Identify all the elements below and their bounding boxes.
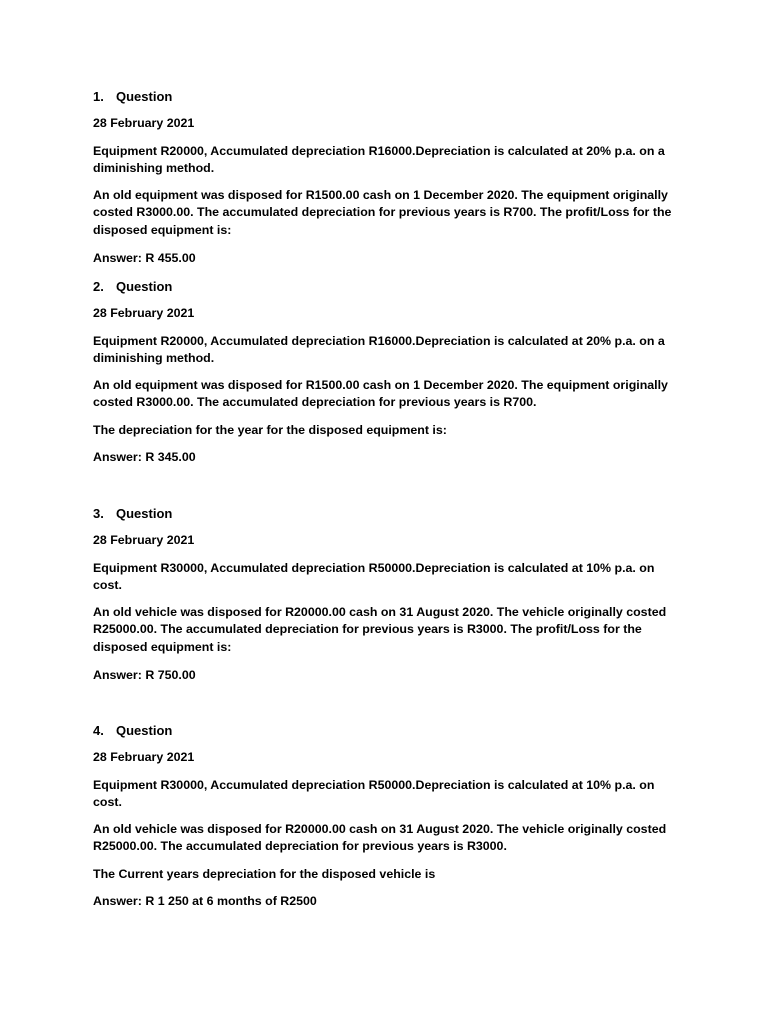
- question-answer: Answer: R 750.00: [93, 668, 196, 682]
- question-block-1: [93, 88, 673, 268]
- question-given: Equipment R20000, Accumulated depreciation R16000.Depreciation is calculated at 20% p.a. on a diminishing method.: [93, 333, 665, 365]
- question-heading: [93, 722, 673, 739]
- question-title: Question: [116, 279, 173, 294]
- question-date: 28 February 2021: [93, 116, 195, 130]
- question-ask: The depreciation for the year for the disposed equipment is:: [93, 422, 447, 437]
- question-given: Equipment R30000, Accumulated depreciation R50000.Depreciation is calculated at 10% p.a. on cost.: [93, 560, 655, 592]
- question-block-4: [93, 722, 673, 911]
- question-answer: Answer: R 1 250 at 6 months of R2500: [93, 894, 317, 908]
- question-title: Question: [116, 506, 173, 521]
- question-date: 28 February 2021: [93, 750, 195, 764]
- question-block-3: [93, 505, 673, 685]
- question-block-2: [93, 278, 673, 467]
- question-scenario: An old equipment was disposed for R1500.00 cash on 1 December 2020. The equipment originally costed R3000.00. The accumulated depreciation for previous years is R700.: [93, 377, 668, 409]
- question-heading: [93, 278, 673, 295]
- question-date: 28 February 2021: [93, 533, 195, 547]
- question-date: 28 February 2021: [93, 306, 195, 320]
- question-heading: [93, 505, 673, 522]
- question-given: Equipment R20000, Accumulated depreciation R16000.Depreciation is calculated at 20% p.a. on a diminishing method.: [93, 143, 665, 175]
- question-ask: The Current years depreciation for the disposed vehicle is: [93, 866, 436, 881]
- question-answer: Answer: R 345.00: [93, 450, 196, 464]
- question-scenario: An old vehicle was disposed for R20000.00 cash on 31 August 2020. The vehicle originally costed R25000.00. The accumulated depreciation for previous years is R3000. The profit/Loss for the disposed equipment is:: [93, 604, 667, 654]
- question-given: Equipment R30000, Accumulated depreciation R50000.Depreciation is calculated at 10% p.a. on cost.: [93, 777, 655, 809]
- question-number: 4.: [93, 723, 104, 738]
- question-number: 1.: [93, 89, 104, 104]
- question-scenario: An old vehicle was disposed for R20000.00 cash on 31 August 2020. The vehicle originally costed R25000.00. The accumulated depreciation for previous years is R3000.: [93, 821, 667, 853]
- question-number: 3.: [93, 506, 104, 521]
- question-title: Question: [116, 723, 173, 738]
- question-heading: [93, 88, 673, 105]
- question-title: Question: [116, 89, 173, 104]
- question-answer: Answer: R 455.00: [93, 251, 196, 265]
- question-number: 2.: [93, 279, 104, 294]
- question-scenario: An old equipment was disposed for R1500.00 cash on 1 December 2020. The equipment originally costed R3000.00. The accumulated depreciation for previous years is R700. The profit/Loss for the disposed equipment is:: [93, 187, 672, 237]
